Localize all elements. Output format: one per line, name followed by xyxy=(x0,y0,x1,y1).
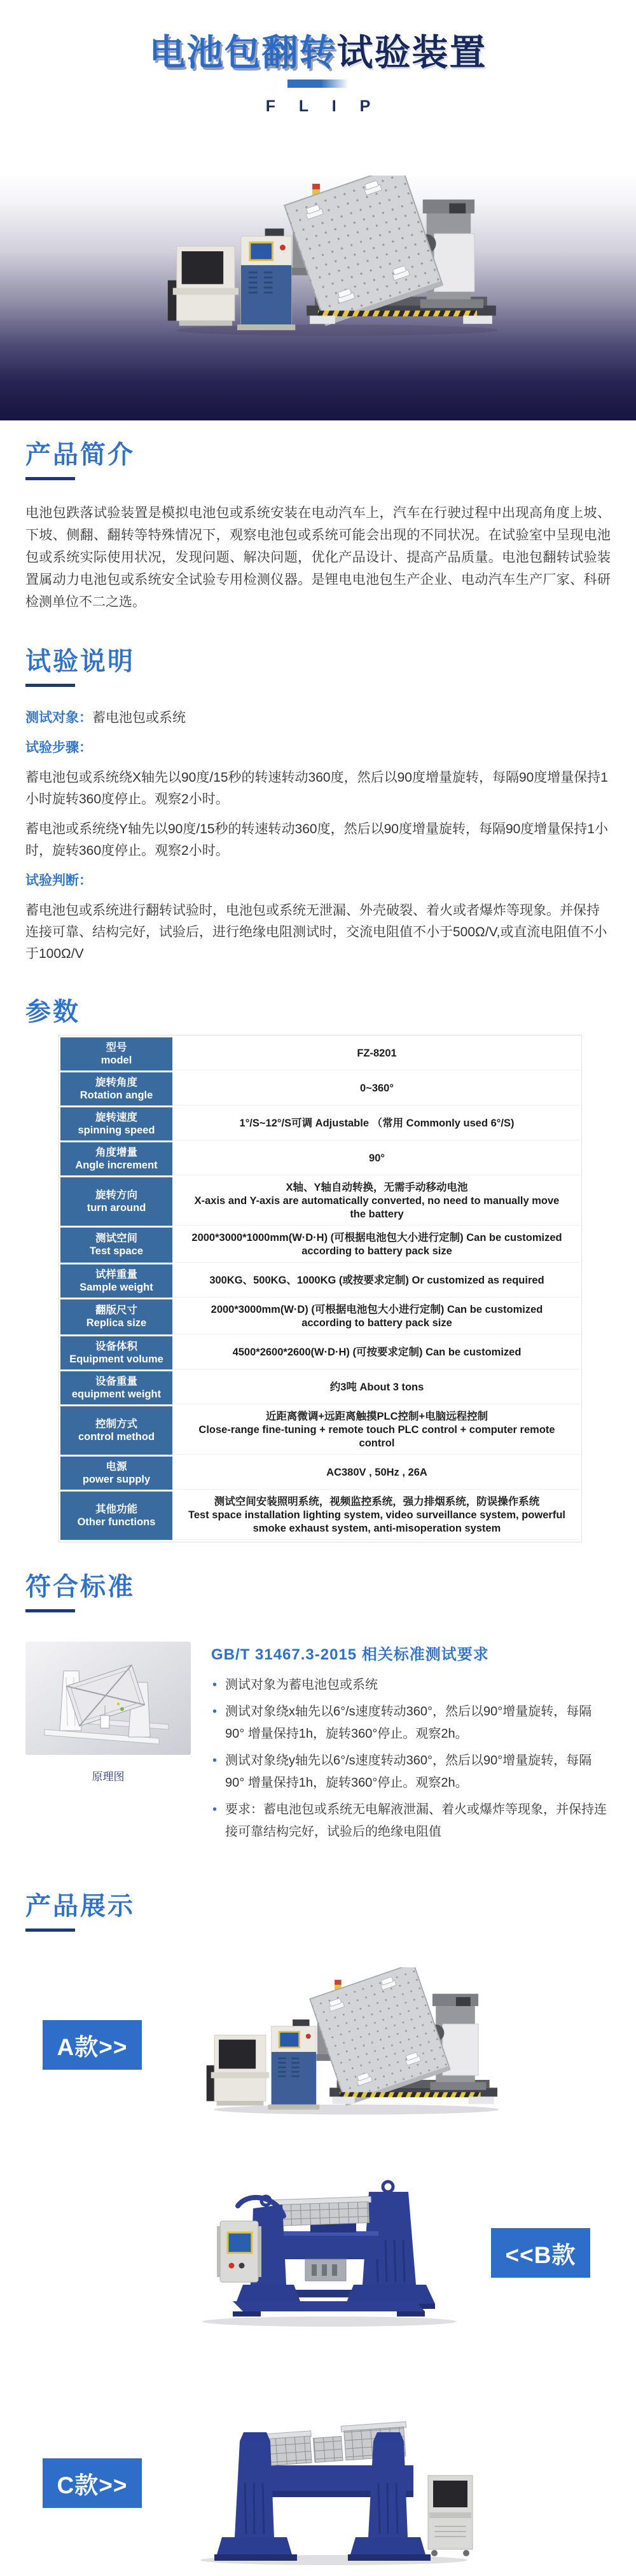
model-c-photo xyxy=(181,2400,480,2566)
standards-heading: 符合标准 xyxy=(25,1572,135,1601)
param-value-line: 90° xyxy=(369,1152,385,1164)
param-label xyxy=(60,1264,172,1298)
param-value-line: Close-range fine-tuning + remote touch PLC control + computer remote control xyxy=(198,1423,555,1449)
param-row xyxy=(60,1142,580,1175)
section-showcase xyxy=(25,1892,611,2566)
param-value xyxy=(174,1457,580,1490)
param-value xyxy=(174,1371,580,1404)
hero-banner xyxy=(0,172,636,420)
param-label-en: equipment weight xyxy=(71,1388,162,1400)
model-a-button[interactable]: A款>> xyxy=(43,2020,142,2070)
param-value xyxy=(174,1072,580,1105)
showcase-row-c xyxy=(25,2400,611,2566)
showcase-row-a xyxy=(25,1967,611,2123)
param-value-line: Test space installation lighting system, video surveillance system, powerful smoke exhaust system, anti-misoperation system xyxy=(188,1509,565,1534)
model-b-button[interactable]: <<B款 xyxy=(491,2228,590,2278)
param-label-en: spinning speed xyxy=(78,1124,155,1136)
param-value-line: 4500*2600*2600(W·D·H) (可按要求定制) Can be customized xyxy=(232,1346,522,1358)
showcase-heading-underline xyxy=(25,1929,75,1932)
test-step: 蓄电池包或系统绕X轴先以90度/15秒的转速转动360度，然后以90度增量旋转，每隔90度增量保持1小时旋转360度停止。观察2小时。 xyxy=(25,770,608,807)
param-value xyxy=(174,1107,580,1140)
param-row xyxy=(60,1228,580,1263)
standards-text-column xyxy=(211,1642,611,1848)
page-header xyxy=(0,0,636,116)
page-title-rest: 试验装置 xyxy=(336,32,487,73)
model-a-photo xyxy=(177,1967,502,2123)
test-judge-text: 蓄电池包或系统进行翻转试验时，电池包或系统无泄漏、外壳破裂、着火或者爆炸等现象。并保持连接可靠、结构完好，试验后，进行绝缘电阻测试时，交流电阻值不小于500Ω/V,或直流电阻值不小于100Ω/V xyxy=(25,903,607,961)
param-label-en: Rotation angle xyxy=(80,1089,153,1101)
page-subtitle: F L I P xyxy=(265,97,380,115)
param-label-en: model xyxy=(100,1054,132,1066)
param-label-en: Sample weight xyxy=(80,1281,153,1293)
param-label-en: turn around xyxy=(86,1201,146,1214)
intro-paragraph: 电池包跌落试验装置是模拟电池包或系统安装在电动汽车上，汽车在行驶过程中出现高角度上坡、下坡、侧翻、翻转等特殊情况下，观察电池包或系统可能会出现的不同状况。在试验室中呈现电池包或系统实际使用状况，发现问题、解决问题，优化产品设计、提高产品质量。电池包翻转试验装置属动力电池包或系统安全试验专用检测仪器。是锂电电池包生产企业、电动汽车生产厂家、科研检测单位不二之选。 xyxy=(25,505,611,609)
param-value-line: 约3吨 About 3 tons xyxy=(329,1381,424,1393)
schematic-figure xyxy=(25,1642,191,1848)
param-label-en: Equipment volume xyxy=(69,1353,163,1365)
schematic-caption: 原理图 xyxy=(92,1770,125,1783)
param-value xyxy=(174,1299,580,1334)
standards-heading-underline xyxy=(25,1609,75,1612)
model-b-photo xyxy=(158,2177,476,2329)
param-row xyxy=(60,1037,580,1070)
standard-bullet: • 测试对象为蓄电池包或系统 xyxy=(211,1674,611,1696)
param-label-en: Replica size xyxy=(86,1317,147,1329)
param-label-cn: 控制方式 xyxy=(95,1418,137,1430)
param-value-line: 近距离微调+远距离触摸PLC控制+电脑远程控制 xyxy=(265,1410,488,1422)
parameters-table-wrap xyxy=(59,1035,582,1542)
param-label xyxy=(60,1142,172,1175)
param-label-cn: 旋转速度 xyxy=(95,1111,137,1123)
param-label-en: Test space xyxy=(89,1245,144,1257)
param-row xyxy=(60,1107,580,1140)
param-value xyxy=(174,1142,580,1175)
standards-title: GB/T 31467.3-2015 相关标准测试要求 xyxy=(211,1645,489,1663)
page-title xyxy=(0,34,636,73)
param-value-line: FZ-8201 xyxy=(357,1047,397,1059)
param-label xyxy=(60,1336,172,1369)
param-label-en: control method xyxy=(78,1430,155,1443)
param-label-cn: 电源 xyxy=(106,1460,127,1472)
intro-heading: 产品简介 xyxy=(25,440,135,469)
param-label-cn: 翻版尺寸 xyxy=(95,1305,137,1317)
param-label xyxy=(60,1177,172,1226)
section-standards xyxy=(25,1573,611,1848)
param-label-cn: 旋转角度 xyxy=(95,1076,137,1088)
param-value xyxy=(174,1406,580,1455)
param-row xyxy=(60,1299,580,1334)
param-label-cn: 设备体积 xyxy=(95,1340,137,1352)
section-parameters xyxy=(25,998,611,1542)
param-label xyxy=(60,1107,172,1140)
param-label-cn: 试样重量 xyxy=(95,1268,137,1280)
param-row xyxy=(60,1457,580,1490)
param-label-cn: 旋转方向 xyxy=(95,1189,137,1201)
param-value-line: X-axis and Y-axis are automatically converted, no need to manually move the battery xyxy=(194,1195,560,1220)
showcase-row-b xyxy=(25,2177,611,2329)
param-label xyxy=(60,1072,172,1105)
param-label-en: Other functions xyxy=(77,1516,156,1528)
param-value xyxy=(174,1264,580,1298)
main-content xyxy=(0,441,636,2576)
schematic-photo xyxy=(25,1642,191,1755)
flip-tester-photo-hero xyxy=(134,176,502,340)
showcase-heading: 产品展示 xyxy=(25,1892,135,1920)
test-steps-label: 试验步骤： xyxy=(25,740,92,755)
param-value-line: 1°/S~12°/S可调 Adjustable （常用 Commonly used 6°/S) xyxy=(239,1117,515,1129)
param-label xyxy=(60,1228,172,1263)
param-row xyxy=(60,1264,580,1298)
param-value-line: 2000*3000mm(W·D) (可根据电池包大小进行定制) Can be customized according to battery pack size xyxy=(211,1303,543,1329)
parameters-table xyxy=(59,1035,581,1542)
param-row xyxy=(60,1492,580,1540)
param-value xyxy=(174,1228,580,1263)
standard-bullet: • 测试对象绕y轴先以6°/s速度转动360°，然后以90°增量旋转，每隔90° 增量保持1h，旋转360°停止。观察2h。 xyxy=(211,1750,611,1794)
test-step: 蓄电池或系统绕Y轴先以90度/15秒的转速转动360度，然后以90度增量旋转，每隔90度增量保持1小时，旋转360度停止。观察2小时。 xyxy=(25,821,608,858)
param-value-line: 0~360° xyxy=(360,1082,394,1094)
param-value xyxy=(174,1492,580,1540)
param-row xyxy=(60,1371,580,1404)
param-label-cn: 设备重量 xyxy=(95,1375,137,1387)
param-label-en: power supply xyxy=(82,1473,151,1485)
param-value xyxy=(174,1037,580,1070)
params-heading: 参数 xyxy=(25,997,80,1026)
page-title-highlight: 电池包翻转 xyxy=(149,32,337,73)
test-judge-label: 试验判断： xyxy=(25,873,92,888)
test-steps-list xyxy=(25,767,611,862)
title-accent-bar xyxy=(287,80,349,88)
standard-bullet: • 测试对象绕x轴先以6°/s速度转动360°，然后以90°增量旋转，每隔90° 增量保持1h，旋转360°停止。观察2h。 xyxy=(211,1701,611,1745)
param-value-line: 测试空间安装照明系统，视频监控系统，强力排烟系统，防误操作系统 xyxy=(214,1495,540,1507)
param-label-cn: 型号 xyxy=(106,1041,127,1053)
param-row xyxy=(60,1177,580,1226)
model-c-button[interactable]: C款>> xyxy=(43,2458,142,2508)
standards-bullet-list xyxy=(211,1674,611,1843)
param-label xyxy=(60,1406,172,1455)
param-label xyxy=(60,1299,172,1334)
param-value-line: X轴、Y轴自动转换，无需手动移动电池 xyxy=(286,1181,468,1193)
param-label-en: Angle increment xyxy=(75,1159,158,1171)
param-row xyxy=(60,1336,580,1369)
test-description-body xyxy=(25,707,611,965)
param-value-line: AC380V , 50Hz , 26A xyxy=(326,1466,427,1478)
standards-body xyxy=(25,1642,611,1848)
param-label-cn: 测试空间 xyxy=(95,1233,137,1245)
param-label xyxy=(60,1037,172,1070)
test-heading: 试验说明 xyxy=(25,647,135,675)
param-row xyxy=(60,1072,580,1105)
section-intro xyxy=(25,441,611,613)
param-label-cn: 其他功能 xyxy=(95,1503,137,1515)
test-target-value: 蓄电池包或系统 xyxy=(92,710,186,725)
test-heading-underline xyxy=(25,684,75,687)
param-value xyxy=(174,1177,580,1226)
param-value xyxy=(174,1336,580,1369)
section-test-description xyxy=(25,647,611,965)
intro-heading-underline xyxy=(25,477,75,480)
param-value-line: 2000*3000*1000mm(W·D·H) (可根据电池包大小进行定制) Can be customized according to battery pack size xyxy=(191,1231,562,1257)
param-label xyxy=(60,1371,172,1404)
param-row xyxy=(60,1406,580,1455)
param-label xyxy=(60,1492,172,1540)
param-label-cn: 角度增量 xyxy=(95,1146,137,1158)
test-target-label: 测试对象： xyxy=(25,710,92,725)
standard-bullet: • 要求：蓄电池包或系统无电解液泄漏、着火或爆炸等现象，并保持连接可靠结构完好，试验后的绝缘电阻值 xyxy=(211,1799,611,1843)
param-label xyxy=(60,1457,172,1490)
test-target-line xyxy=(25,707,611,729)
param-value-line: 300KG、500KG、1000KG (或按要求定制) Or customized as required xyxy=(209,1274,544,1286)
